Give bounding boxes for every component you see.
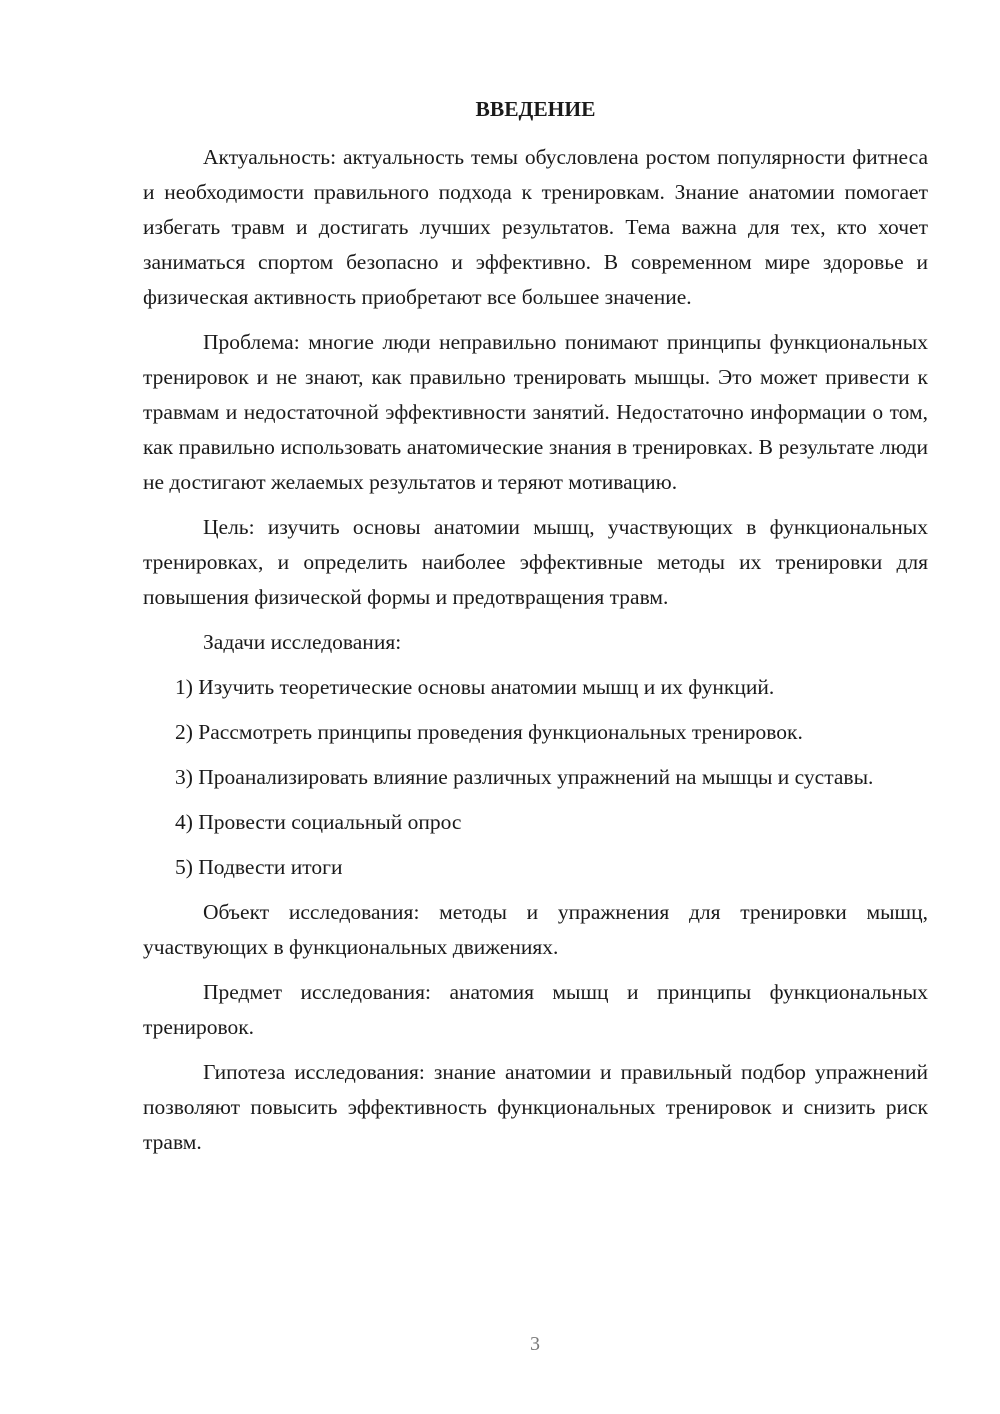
tasks-heading: Задачи исследования:: [203, 630, 402, 654]
task-item: 3) Проанализировать влияние различных упражнений на мышцы и суставы.: [175, 765, 874, 789]
object-paragraph: Объект исследования: методы и упражнения для тренировки мышц, участвующих в функциональных движениях.: [143, 900, 928, 959]
task-item: 5) Подвести итоги: [175, 855, 343, 879]
hypothesis-paragraph: Гипотеза исследования: знание анатомии и правильный подбор упражнений позволяют повысить эффективность функциональных тренировок и снизить риск травм.: [143, 1060, 928, 1154]
tasks-list: [143, 670, 928, 885]
page-number: 3: [530, 1333, 540, 1355]
subject-paragraph: Предмет исследования: анатомия мышц и принципы функциональных тренировок.: [143, 980, 928, 1039]
task-item: 2) Рассмотреть принципы проведения функциональных тренировок.: [175, 720, 803, 744]
document-page: [143, 92, 928, 1170]
relevance-paragraph: Актуальность: актуальность темы обусловлена ростом популярности фитнеса и необходимости правильного подхода к тренировкам. Знание анатомии помогает избегать травм и достигать лучших результатов. Тема важна для тех, кто хочет заниматься спортом безопасно и эффективно. В современном мире здоровье и физическая активность приобретают все большее значение.: [143, 145, 928, 309]
page-title: ВВЕДЕНИЕ: [475, 97, 596, 121]
goal-paragraph: Цель: изучить основы анатомии мышц, участвующих в функциональных тренировках, и определить наиболее эффективные методы их тренировки для повышения физической формы и предотвращения травм.: [143, 515, 928, 609]
task-item: 1) Изучить теоретические основы анатомии мышц и их функций.: [175, 675, 775, 699]
task-item: 4) Провести социальный опрос: [175, 810, 462, 834]
problem-paragraph: Проблема: многие люди неправильно понимают принципы функциональных тренировок и не знают, как правильно тренировать мышцы. Это может привести к травмам и недостаточной эффективности занятий. Недостаточно информации о том, как правильно использовать анатомические знания в тренировках. В результате люди не достигают желаемых результатов и теряют мотивацию.: [143, 330, 928, 494]
